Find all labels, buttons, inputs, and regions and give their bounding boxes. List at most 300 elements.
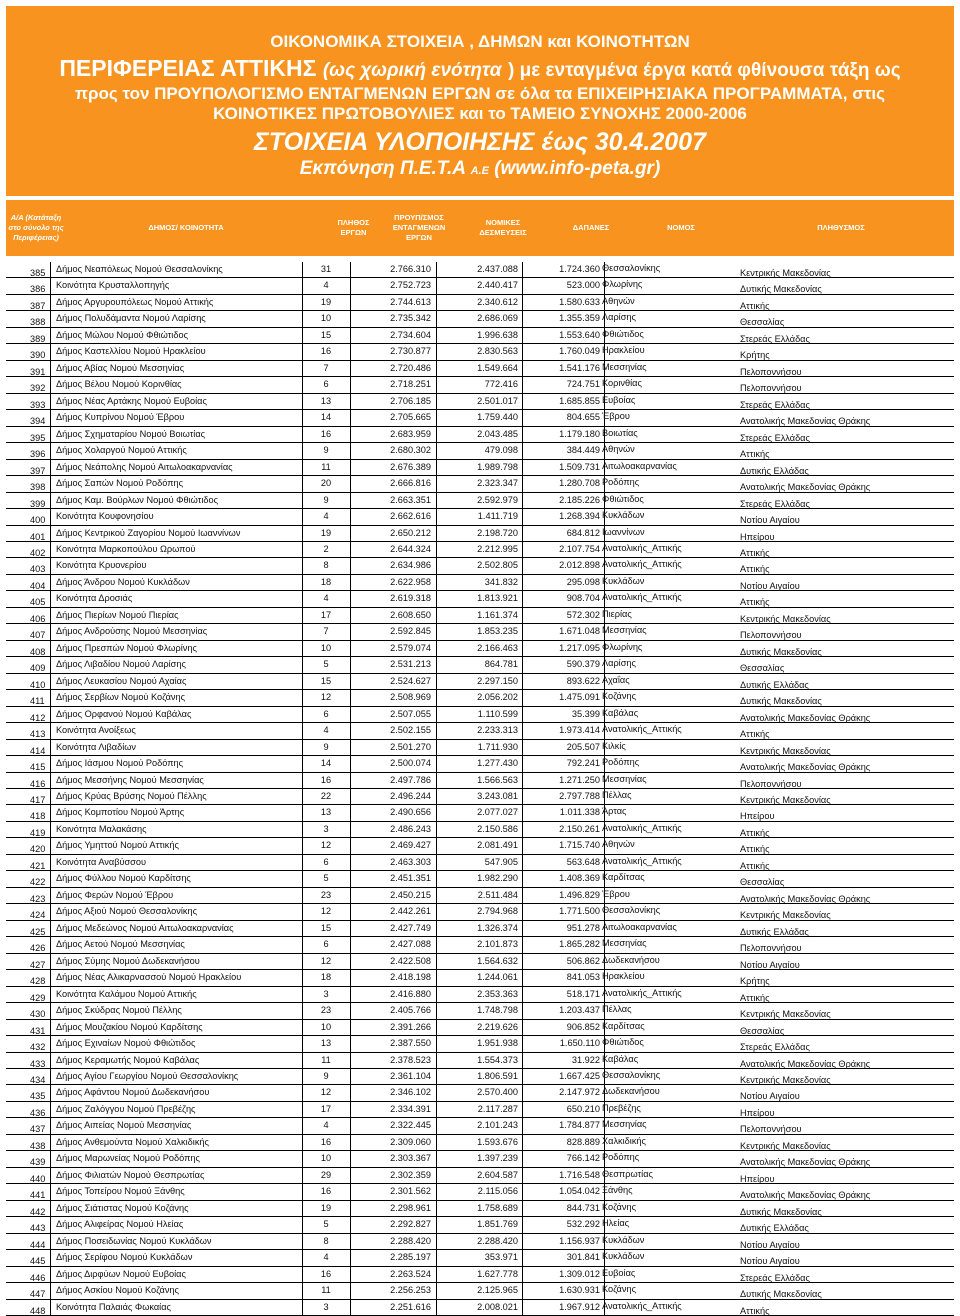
grid-line	[436, 542, 437, 557]
grid-line	[522, 295, 523, 310]
project-count-cell: 12	[320, 840, 332, 851]
project-count-cell: 17	[320, 609, 332, 620]
region-cell: Νοτίου Αιγαίου	[740, 580, 800, 591]
table-header	[6, 200, 954, 256]
prefecture-cell: Θεσσαλονίκης	[602, 263, 661, 273]
grid-line	[302, 558, 303, 573]
spending-cell: 295.098	[566, 576, 600, 587]
grid-line	[436, 1118, 437, 1133]
grid-line	[50, 311, 51, 326]
grid-line	[50, 1118, 51, 1133]
spending-cell: 828.889	[566, 1136, 600, 1147]
rank-cell: 400	[30, 515, 46, 526]
region-cell: Δυτικής Μακεδονίας	[740, 1289, 822, 1300]
legal-commitments-cell: 2.212.995	[477, 543, 518, 554]
grid-line	[436, 657, 437, 672]
municipality-cell: Δήμος Νεαπόλεως Νομού Θεσσαλονίκης	[56, 264, 223, 274]
budget-cell: 2.422.508	[390, 955, 431, 966]
grid-line	[436, 1085, 437, 1100]
prefecture-cell: Ευβοίας	[602, 394, 636, 405]
grid-line	[350, 987, 351, 1002]
grid-line	[302, 509, 303, 524]
prefecture-cell: Αιτωλοακαρνανίας	[602, 921, 677, 932]
grid-line	[350, 954, 351, 969]
budget-cell: 2.644.324	[390, 543, 431, 554]
project-count-cell: 9	[323, 445, 329, 456]
grid-line	[436, 904, 437, 919]
grid-line	[50, 526, 51, 541]
grid-line	[436, 756, 437, 771]
rank-cell: 393	[30, 399, 46, 410]
region-cell: Κρήτης	[740, 976, 770, 987]
municipality-cell: Δήμος Ιάσμου Νομού Ροδόπης	[56, 758, 184, 769]
grid-line	[350, 344, 351, 359]
grid-line	[302, 1069, 303, 1084]
rank-cell: 439	[30, 1157, 46, 1168]
spending-cell: 906.852	[566, 1021, 600, 1032]
table-row	[6, 723, 954, 739]
municipality-cell: Δήμος Εχιναίων Νομού Φθιώτιδος	[56, 1038, 196, 1049]
spending-cell: 1.217.095	[559, 642, 600, 653]
grid-line	[302, 262, 303, 277]
spending-cell: 1.156.937	[559, 1235, 600, 1246]
project-count-cell: 22	[320, 791, 332, 801]
prefecture-cell: Κορινθίας	[602, 378, 642, 389]
grid-line	[522, 1217, 523, 1232]
grid-line	[350, 1053, 351, 1068]
budget-cell: 2.720.486	[390, 362, 431, 373]
grid-line	[50, 937, 51, 952]
municipality-cell: Κοινότητα Λιβαδίων	[56, 741, 137, 752]
project-count-cell: 16	[320, 1268, 332, 1279]
grid-line	[302, 805, 303, 820]
region-cell: Νοτίου Αιγαίου	[740, 1256, 800, 1267]
project-count-cell: 11	[321, 1285, 331, 1296]
project-count-cell: 12	[320, 955, 332, 966]
header-rank: Α/Α (Κατάταξη στο σύνολο της Περιφέρειας)	[8, 213, 64, 242]
project-count-cell: 23	[320, 889, 332, 900]
table-row	[6, 295, 954, 311]
grid-line	[50, 460, 51, 475]
spending-cell: 384.449	[566, 445, 600, 456]
legal-commitments-cell: 1.851.769	[477, 1219, 518, 1230]
prefecture-cell: Δωδεκανήσου	[602, 1086, 660, 1097]
spending-cell: 1.553.640	[559, 329, 600, 340]
budget-cell: 2.427.749	[390, 922, 431, 933]
legal-commitments-cell: 2.340.612	[477, 296, 518, 307]
grid-line	[302, 361, 303, 376]
spending-cell: 1.203.437	[559, 1005, 600, 1016]
grid-line	[522, 1135, 523, 1150]
rank-cell: 434	[30, 1074, 46, 1085]
grid-line	[436, 805, 437, 820]
project-count-cell: 12	[320, 1087, 332, 1098]
spending-cell: 1.784.877	[559, 1120, 600, 1131]
table-row	[6, 921, 954, 937]
legal-commitments-cell: 1.758.689	[477, 1202, 518, 1213]
grid-line	[302, 822, 303, 837]
municipality-cell: Δήμος Άνδρου Νομού Κυκλάδων	[56, 576, 190, 587]
grid-line	[350, 493, 351, 508]
budget-cell: 2.361.104	[390, 1070, 431, 1081]
grid-line	[350, 1020, 351, 1035]
municipality-cell: Δήμος Φερών Νομού Έβρου	[56, 889, 174, 900]
rank-cell: 404	[30, 580, 46, 591]
grid-line	[50, 278, 51, 293]
grid-line	[436, 740, 437, 755]
table-row	[6, 1184, 954, 1200]
legal-commitments-cell: 2.437.088	[477, 264, 518, 274]
grid-line	[436, 1135, 437, 1150]
municipality-cell: Δήμος Αετού Νομού Μεσσηνίας	[56, 939, 185, 950]
table-row	[6, 1283, 954, 1299]
grid-line	[436, 1267, 437, 1282]
prefecture-cell: Ηρακλείου	[602, 345, 645, 356]
prefecture-cell: Θεσσαλονίκης	[602, 1069, 661, 1080]
grid-line	[436, 1102, 437, 1117]
grid-line	[50, 575, 51, 590]
region-cell: Ανατολικής Μακεδονίας Θράκης	[740, 1157, 871, 1168]
municipality-cell: Δήμος Νέας Αρτάκης Νομού Ευβοίας	[56, 395, 207, 406]
grid-line	[436, 575, 437, 590]
legal-commitments-cell: 1.326.374	[477, 922, 518, 933]
rank-cell: 391	[30, 366, 46, 377]
spending-cell: 532.292	[566, 1219, 600, 1230]
municipality-cell: Δήμος Λιβαδίου Νομού Λαρίσης	[56, 659, 186, 670]
budget-cell: 2.302.359	[390, 1169, 431, 1180]
legal-commitments-cell: 1.161.374	[477, 609, 518, 620]
legal-commitments-cell: 1.566.563	[477, 774, 518, 785]
grid-line	[350, 855, 351, 870]
grid-line	[522, 1184, 523, 1199]
grid-line	[350, 657, 351, 672]
municipality-cell: Δήμος Φιλιατών Νομού Θεσπρωτίας	[56, 1169, 205, 1180]
budget-cell: 2.416.880	[390, 988, 431, 999]
grid-line	[350, 1283, 351, 1298]
municipality-cell: Δήμος Αγίου Γεωργίου Νομού Θεσσαλονίκης	[56, 1070, 239, 1081]
budget-cell: 2.663.351	[390, 494, 431, 505]
grid-line	[50, 1267, 51, 1282]
budget-cell: 2.579.074	[390, 642, 431, 653]
rank-cell: 428	[30, 976, 46, 987]
municipality-cell: Δήμος Αβίας Νομού Μεσσηνίας	[56, 362, 185, 373]
grid-line	[522, 1300, 523, 1315]
spending-cell: 684.812	[566, 527, 600, 538]
grid-line	[350, 394, 351, 409]
legal-commitments-cell: 2.233.313	[477, 725, 518, 736]
grid-line	[302, 904, 303, 919]
grid-line	[350, 295, 351, 310]
legal-commitments-cell: 1.982.290	[477, 873, 518, 884]
table-row	[6, 838, 954, 854]
legal-commitments-cell: 1.813.921	[477, 593, 518, 604]
legal-commitments-cell: 1.711.930	[477, 741, 518, 752]
spending-cell: 908.704	[566, 593, 600, 604]
region-cell: Ηπείρου	[740, 1173, 775, 1184]
prefecture-cell: Αθηνών	[602, 839, 635, 850]
budget-cell: 2.634.986	[390, 560, 431, 571]
region-cell: Πελοποννήσου	[740, 383, 802, 394]
legal-commitments-cell: 2.502.805	[477, 560, 518, 571]
prefecture-cell: Ανατολικής_Αττικής	[602, 592, 682, 603]
region-cell: Πελοποννήσου	[740, 630, 802, 641]
legal-commitments-cell: 479.098	[484, 445, 518, 456]
rank-cell: 388	[30, 317, 46, 328]
grid-line	[350, 921, 351, 936]
region-cell: Στερεάς Ελλάδας	[740, 432, 810, 443]
region-cell: Αττικής	[740, 1305, 770, 1316]
grid-line	[302, 410, 303, 425]
legal-commitments-cell: 2.125.965	[477, 1285, 518, 1296]
grid-line	[50, 1036, 51, 1051]
region-cell: Ηπείρου	[740, 1107, 775, 1118]
grid-line	[302, 657, 303, 672]
prefecture-cell: Αθηνών	[602, 444, 635, 455]
prefecture-cell: Ροδόπης	[602, 477, 640, 488]
grid-line	[522, 657, 523, 672]
rank-cell: 402	[30, 547, 46, 558]
project-count-cell: 3	[323, 1301, 329, 1312]
table-row	[6, 888, 954, 904]
project-count-cell: 15	[320, 329, 332, 340]
budget-cell: 2.309.060	[390, 1136, 431, 1147]
project-count-cell: 15	[320, 922, 332, 933]
table-row	[6, 608, 954, 624]
grid-line	[50, 970, 51, 985]
prefecture-cell: Αθηνών	[602, 295, 635, 306]
grid-line	[436, 773, 437, 788]
prefecture-cell: Πρεβέζης	[602, 1102, 641, 1113]
grid-line	[522, 1069, 523, 1084]
municipality-cell: Δήμος Σερίφου Νομού Κυκλάδων	[56, 1252, 193, 1263]
grid-line	[302, 295, 303, 310]
legal-commitments-cell: 1.593.676	[477, 1136, 518, 1147]
grid-line	[302, 855, 303, 870]
grid-line	[302, 723, 303, 738]
table-row	[6, 558, 954, 574]
grid-line	[436, 855, 437, 870]
project-count-cell: 12	[320, 692, 332, 703]
table-row	[6, 1118, 954, 1134]
grid-line	[50, 1135, 51, 1150]
grid-line	[50, 904, 51, 919]
project-count-cell: 10	[320, 313, 332, 324]
grid-line	[350, 1234, 351, 1249]
grid-line	[302, 838, 303, 853]
grid-line	[50, 624, 51, 639]
legal-commitments-cell: 2.077.027	[477, 807, 518, 818]
region-cell: Στερεάς Ελλάδας	[740, 333, 810, 344]
prefecture-cell: Δωδεκανήσου	[602, 954, 660, 965]
region-cell: Πελοποννήσου	[740, 1124, 802, 1135]
legal-commitments-cell: 2.297.150	[477, 675, 518, 686]
budget-cell: 2.718.251	[390, 379, 431, 390]
grid-line	[522, 394, 523, 409]
budget-cell: 2.334.391	[390, 1103, 431, 1114]
grid-line	[522, 888, 523, 903]
prefecture-cell: Ηλείας	[602, 1218, 630, 1229]
rank-cell: 441	[30, 1190, 46, 1201]
grid-line	[350, 1151, 351, 1166]
region-cell: Δυτικής Ελλάδας	[740, 1223, 809, 1234]
grid-line	[436, 493, 437, 508]
grid-line	[436, 1184, 437, 1199]
municipality-cell: Δήμος Πρεσπών Νομού Φλωρίνης	[56, 642, 197, 653]
grid-line	[50, 1184, 51, 1199]
prefecture-cell: Μεσσηνίας	[602, 773, 647, 784]
region-cell: Αττικής	[740, 827, 770, 838]
table-row	[6, 394, 954, 410]
grid-line	[436, 1168, 437, 1183]
budget-cell: 2.508.969	[390, 692, 431, 703]
grid-line	[436, 1283, 437, 1298]
grid-line	[50, 1085, 51, 1100]
table-row	[6, 970, 954, 986]
grid-line	[302, 1151, 303, 1166]
legal-commitments-cell: 2.686.069	[477, 313, 518, 324]
table-row	[6, 377, 954, 393]
rank-cell: 390	[30, 350, 46, 361]
grid-line	[50, 542, 51, 557]
spending-cell: 766.142	[566, 1153, 600, 1164]
grid-line	[350, 723, 351, 738]
header-prefecture: ΝΟΜΟΣ	[667, 223, 695, 232]
municipality-cell: Δήμος Πιερίων Νομού Πιερίας	[56, 609, 179, 620]
region-cell: Στερεάς Ελλάδας	[740, 1042, 810, 1053]
region-cell: Ανατολικής Μακεδονίας Θράκης	[740, 762, 871, 773]
budget-cell: 2.680.302	[390, 445, 431, 456]
table-row	[6, 871, 954, 887]
spending-cell: 1.865.282	[559, 939, 600, 950]
legal-commitments-cell: 2.166.463	[477, 642, 518, 653]
grid-line	[50, 344, 51, 359]
spending-cell: 1.054.042	[559, 1186, 600, 1197]
prefecture-cell: Κυκλάδων	[602, 1251, 645, 1262]
rank-cell: 417	[30, 795, 46, 805]
municipality-cell: Δήμος Νεάπολης Νομού Αιτωλοακαρνανίας	[56, 461, 233, 472]
legal-commitments-cell: 2.511.484	[477, 889, 518, 900]
header-municipality: ΔΗΜΟΣ/ ΚΟΙΝΟΤΗΤΑ	[148, 223, 224, 232]
grid-line	[350, 460, 351, 475]
grid-line	[350, 1184, 351, 1199]
prefecture-cell: Κυκλάδων	[602, 575, 645, 586]
title-region-note: (ως χωρική ενότητα	[322, 60, 502, 81]
region-cell: Κεντρικής Μακεδονίας	[740, 1074, 831, 1085]
project-count-cell: 19	[320, 527, 332, 538]
grid-line	[522, 377, 523, 392]
grid-line	[350, 476, 351, 491]
legal-commitments-cell: 2.288.420	[477, 1235, 518, 1246]
project-count-cell: 7	[323, 362, 329, 373]
prefecture-cell: Καρδίτσας	[602, 1020, 645, 1031]
project-count-cell: 3	[323, 988, 329, 999]
region-cell: Πελοποννήσου	[740, 943, 802, 954]
budget-cell: 2.497.786	[390, 774, 431, 785]
grid-line	[50, 1217, 51, 1232]
prefecture-cell: Μεσσηνίας	[602, 625, 647, 636]
region-cell: Κεντρικής Μακεδονίας	[740, 795, 831, 805]
legal-commitments-cell: 2.323.347	[477, 478, 518, 489]
region-cell: Αττικής	[740, 597, 770, 608]
grid-line	[302, 608, 303, 623]
rank-cell: 438	[30, 1140, 46, 1151]
legal-commitments-cell: 1.853.235	[477, 626, 518, 637]
grid-line	[436, 509, 437, 524]
grid-line	[302, 1250, 303, 1265]
project-count-cell: 13	[320, 1038, 332, 1049]
grid-line	[50, 493, 51, 508]
municipality-cell: Κοινότητα Κρυονερίου	[56, 560, 147, 571]
prefecture-cell: Μεσσηνίας	[602, 1119, 647, 1130]
table-row	[6, 526, 954, 542]
rank-cell: 396	[30, 449, 46, 460]
municipality-cell: Δήμος Σχηματαρίου Νομού Βοιωτίας	[56, 428, 206, 439]
legal-commitments-cell: 2.830.563	[477, 346, 518, 357]
table-row	[6, 1053, 954, 1069]
grid-line	[522, 1118, 523, 1133]
budget-cell: 2.251.616	[390, 1301, 431, 1312]
spending-cell: 1.580.633	[559, 296, 600, 307]
header-spending: ΔΑΠΑΝΕΣ	[572, 223, 610, 232]
municipality-cell: Δήμος Λευκασίου Νομού Αχαίας	[56, 675, 187, 686]
grid-line	[302, 756, 303, 771]
project-count-cell: 13	[320, 395, 332, 406]
grid-line	[302, 954, 303, 969]
budget-cell: 2.303.367	[390, 1153, 431, 1164]
region-cell: Θεσσαλίας	[740, 1025, 785, 1036]
rank-cell: 435	[30, 1091, 46, 1102]
grid-line	[350, 1102, 351, 1117]
grid-line	[350, 542, 351, 557]
grid-line	[50, 1020, 51, 1035]
region-cell: Ανατολικής Μακεδονίας Θράκης	[740, 712, 871, 723]
grid-line	[50, 690, 51, 705]
grid-line	[350, 970, 351, 985]
grid-line	[350, 756, 351, 771]
rank-cell: 398	[30, 482, 46, 493]
spending-cell: 2.107.754	[559, 543, 600, 554]
title-line-6	[6, 158, 954, 182]
budget-cell: 2.531.213	[390, 659, 431, 670]
region-cell: Πελοποννήσου	[740, 366, 802, 377]
municipality-cell: Κοινότητα Κρυσταλλοπηγής	[56, 280, 170, 291]
budget-cell: 2.418.198	[390, 972, 431, 983]
grid-line	[522, 575, 523, 590]
region-cell: Δυτικής Ελλάδας	[740, 679, 809, 690]
spending-cell: 1.967.912	[559, 1301, 600, 1312]
grid-line	[350, 278, 351, 293]
municipality-cell: Δήμος Καστελλίου Νομού Ηρακλείου	[56, 346, 206, 357]
grid-line	[436, 278, 437, 293]
spending-cell: 1.771.500	[559, 906, 600, 917]
region-cell: Ανατολικής Μακεδονίας Θράκης	[740, 893, 871, 904]
grid-line	[50, 1151, 51, 1166]
grid-line	[302, 987, 303, 1002]
municipality-cell: Δήμος Ανδρούσης Νομού Μεσσηνίας	[56, 626, 208, 637]
grid-line	[436, 789, 437, 804]
budget-cell: 2.490.656	[390, 807, 431, 818]
grid-line	[522, 1267, 523, 1282]
municipality-cell: Δήμος Καμ. Βούρλων Νομού Φθιώτιδος	[56, 494, 219, 505]
grid-line	[50, 361, 51, 376]
grid-line	[50, 855, 51, 870]
grid-line	[302, 476, 303, 491]
grid-line	[50, 822, 51, 837]
grid-line	[522, 427, 523, 442]
rank-cell: 443	[30, 1223, 46, 1234]
legal-commitments-cell: 2.043.485	[477, 428, 518, 439]
grid-line	[350, 1003, 351, 1018]
